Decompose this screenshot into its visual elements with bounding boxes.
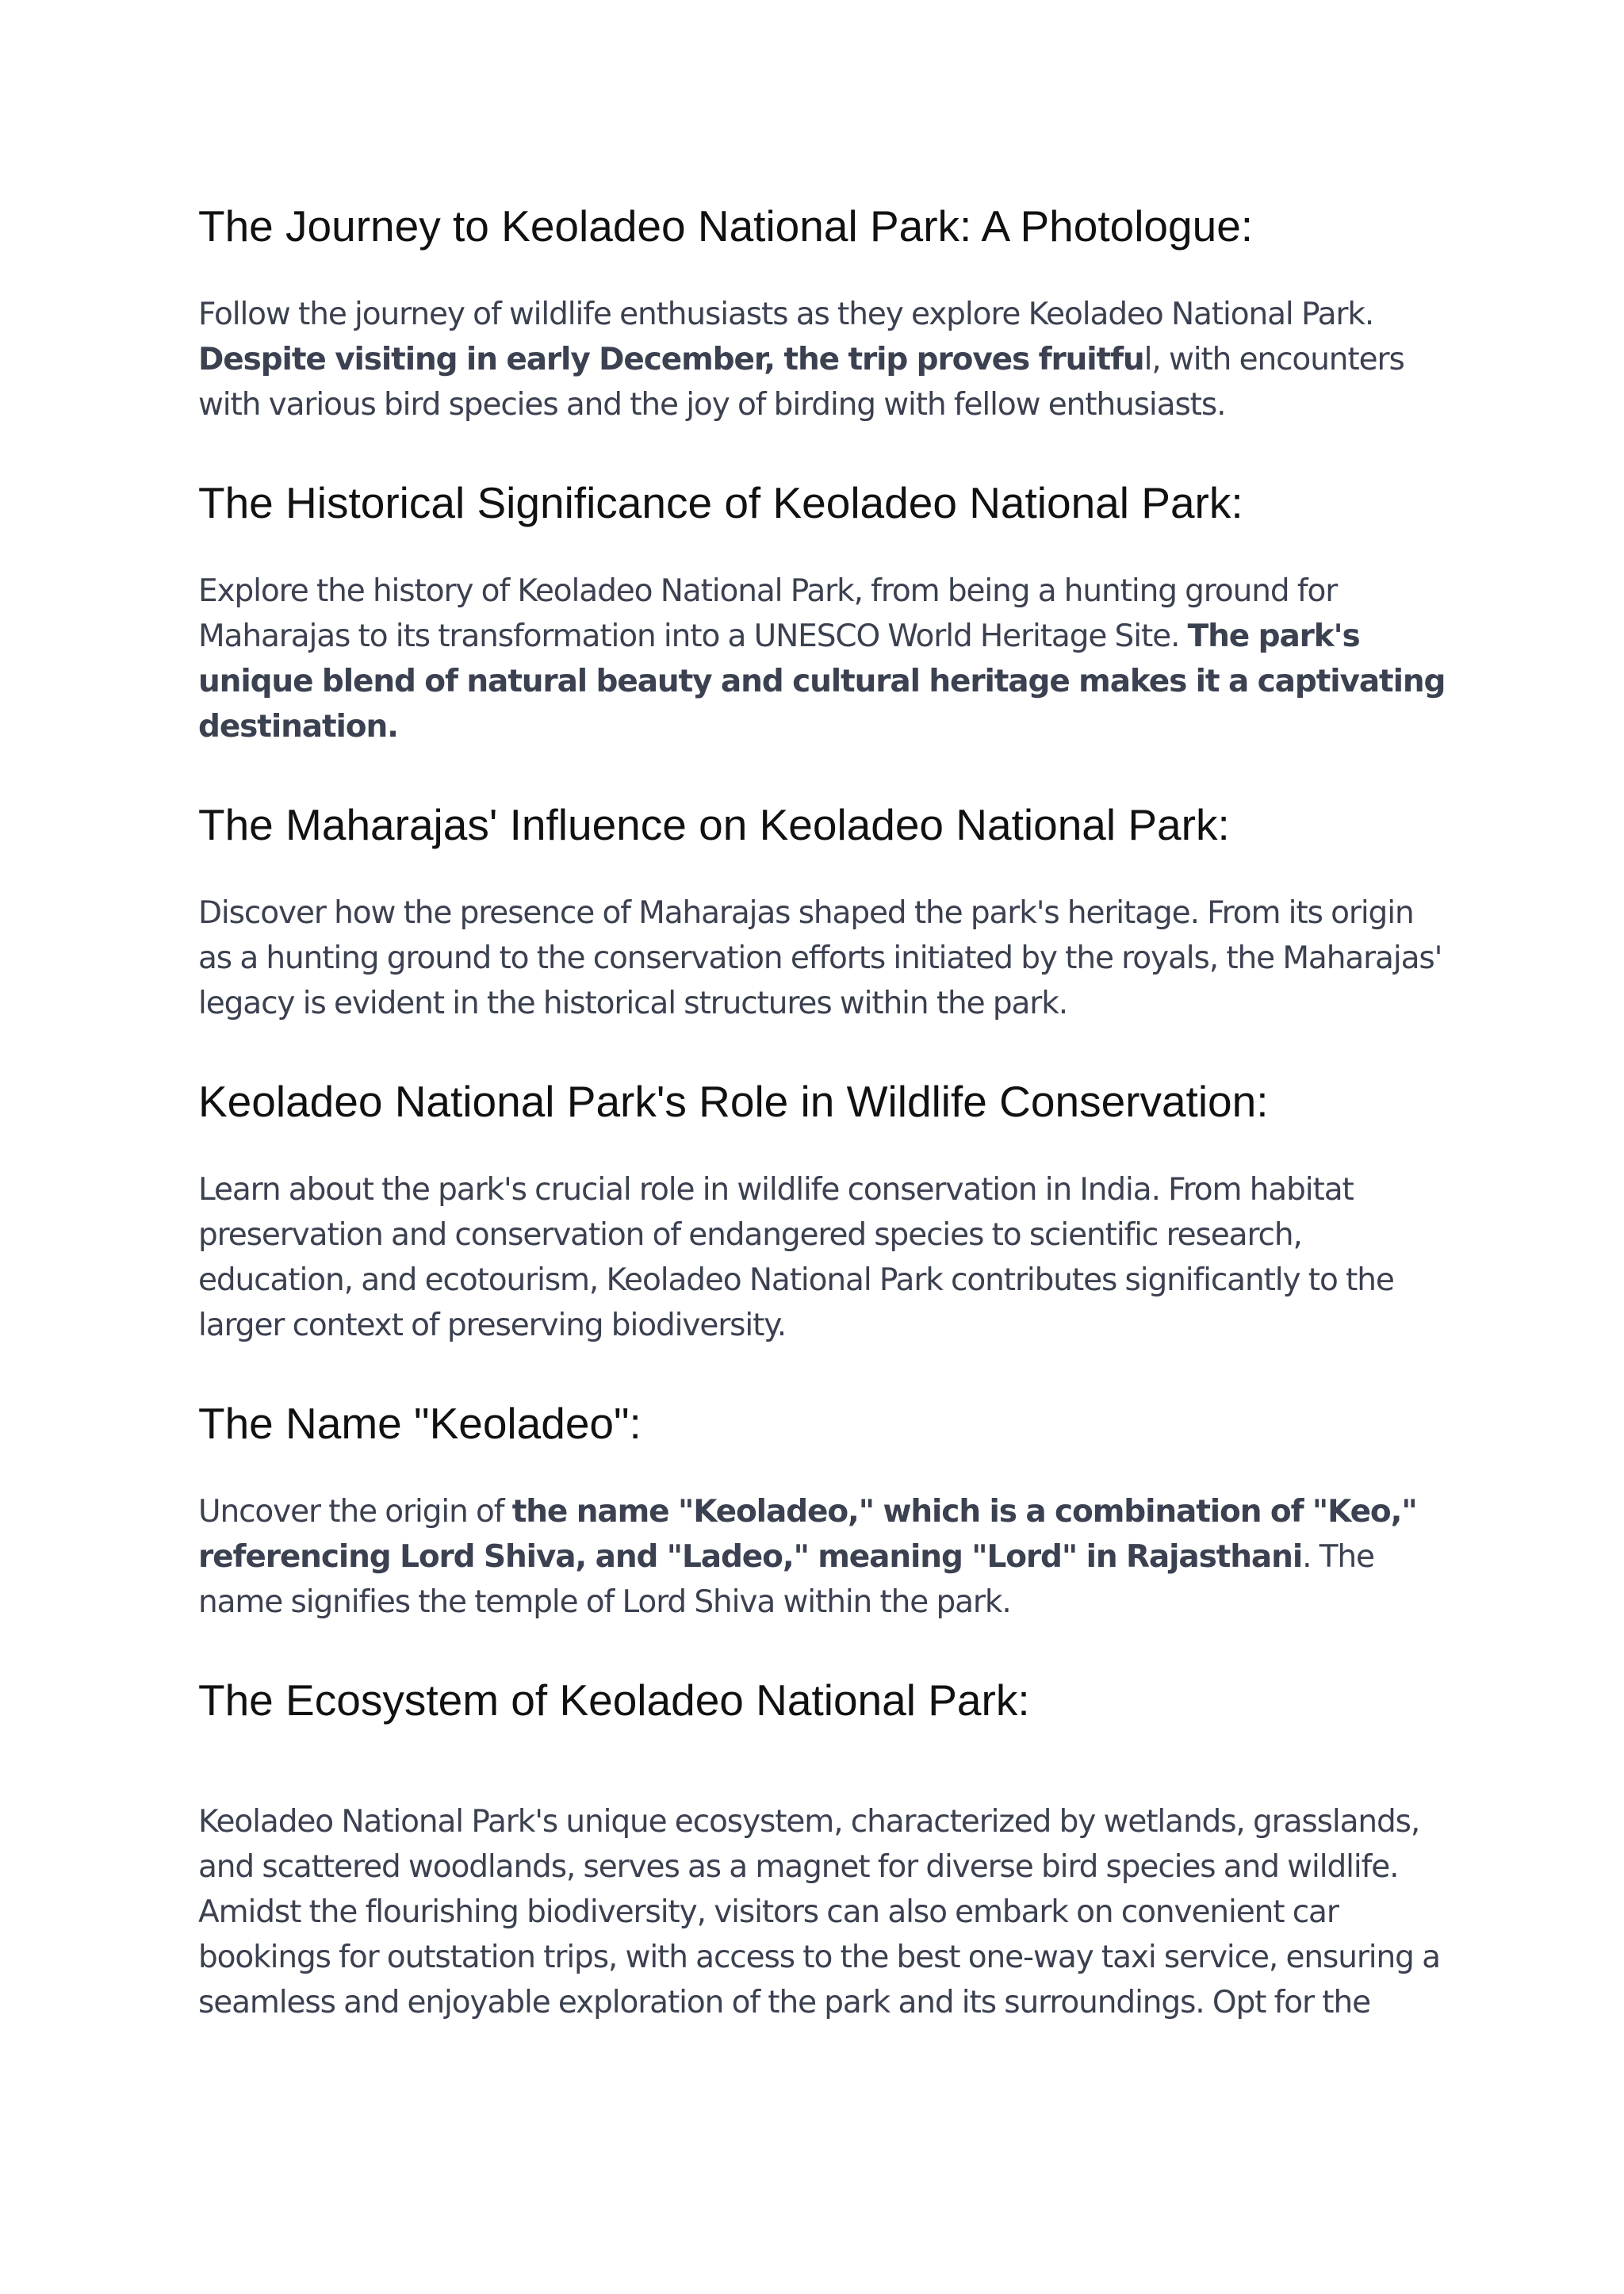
- section-paragraph: [198, 569, 1451, 749]
- section-heading: The Name "Keoladeo":: [198, 1399, 642, 1448]
- section-paragraph: [198, 292, 1451, 427]
- text-run: Keoladeo National Park's unique ecosystem, characterized by wetlands, grasslands, and scattered woodlands, serves as a magnet for diverse bird species and wildlife. Amidst the flourishing biodiversity, visitors can also embark on convenient car bookings for outstation trips, with access to the best one-way taxi service, ensuring a seamless and enjoyable exploration of the park and its surroundings. Opt for the: [198, 1804, 1440, 2020]
- text-run: Follow the journey of wildlife enthusiasts as they explore Keoladeo National Park.: [198, 297, 1374, 332]
- text-run: Explore the history of Keoladeo National Park, from being a hunting ground for Maharajas to its transformation into a UNESCO World Heritage Site.: [198, 573, 1338, 654]
- bold-text-run: The park's unique blend of natural beauty and cultural heritage makes it a captivating destination.: [198, 618, 1446, 745]
- bold-text-run: Despite visiting in early December, the trip proves fruitfu: [198, 342, 1144, 377]
- section-heading: Keoladeo National Park's Role in Wildlife Conservation:: [198, 1077, 1269, 1126]
- section-heading: The Journey to Keoladeo National Park: A Photologue:: [198, 201, 1254, 251]
- text-run: . The name signifies the temple of Lord Shiva within the park.: [198, 1539, 1374, 1620]
- text-run: Uncover the origin of: [198, 1494, 512, 1530]
- document-content: [198, 198, 1451, 2025]
- section-paragraph: [198, 1489, 1451, 1625]
- section-heading: The Historical Significance of Keoladeo National Park:: [198, 478, 1243, 527]
- section-paragraph: [198, 890, 1451, 1026]
- text-run: Discover how the presence of Maharajas shaped the park's heritage. From its origin as a hunting ground to the conservation efforts initiated by the royals, the Maharajas' legacy is evident in the historical structures within the park.: [198, 895, 1442, 1021]
- bold-text-run: the name "Keoladeo," which is a combination of "Keo," referencing Lord Shiva, and "Ladeo," meaning "Lord" in Rajasthani: [198, 1494, 1417, 1575]
- section-paragraph: [198, 1799, 1451, 2025]
- section-paragraph: [198, 1167, 1451, 1348]
- text-run: Learn about the park's crucial role in wildlife conservation in India. From habitat preservation and conservation of endangered species to scientific research, education, and ecotourism, Keoladeo National Park contributes significantly to the larger context of preserving biodiversity.: [198, 1172, 1394, 1343]
- section-heading: The Ecosystem of Keoladeo National Park:: [198, 1676, 1030, 1725]
- section-heading: The Maharajas' Influence on Keoladeo National Park:: [198, 800, 1230, 849]
- text-run: l, with encounters with various bird species and the joy of birding with fellow enthusiasts.: [198, 342, 1404, 423]
